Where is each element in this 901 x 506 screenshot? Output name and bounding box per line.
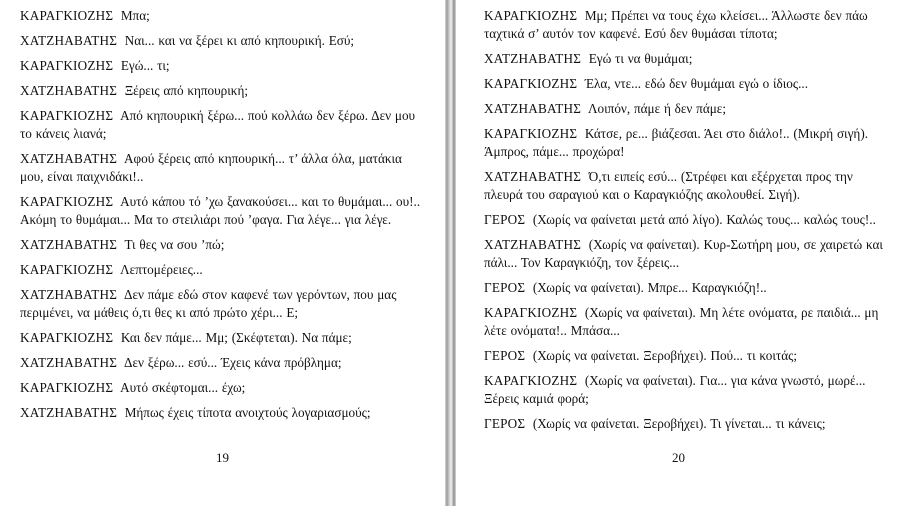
dialogue-line — [484, 7, 888, 43]
dialogue-line — [20, 193, 424, 229]
dialogue-text: (Χωρίς να φαίνεται). Μη λέτε ονόματα, ρε παιδιά... μη λέτε ονόματα!.. Μπάσα... — [484, 305, 879, 338]
speaker-name: ΚΑΡΑΓΚΙΟΖΗΣ — [20, 262, 114, 277]
dialogue-line — [20, 150, 424, 186]
dialogue-text: Ό,τι ειπείς εσύ... (Στρέφει και εξέρχεται προς την πλευρά του σαραγιού και ο Καραγκιόζης ακολουθεί. Σιγή). — [484, 169, 853, 202]
dialogue-line — [20, 107, 424, 143]
speaker-name: ΚΑΡΑΓΚΙΟΖΗΣ — [20, 58, 114, 73]
speaker-name: ΧΑΤΖΗΑΒΑΤΗΣ — [20, 355, 118, 370]
dialogue-text: (Χωρίς να φαίνεται μετά από λίγο). Καλώς τους... καλώς τους!.. — [532, 212, 876, 227]
speaker-name: ΚΑΡΑΓΚΙΟΖΗΣ — [484, 126, 578, 141]
speaker-name: ΓΕΡΟΣ — [484, 280, 526, 295]
speaker-name: ΚΑΡΑΓΚΙΟΖΗΣ — [20, 8, 114, 23]
speaker-name: ΧΑΤΖΗΑΒΑΤΗΣ — [20, 151, 118, 166]
speaker-name: ΧΑΤΖΗΑΒΑΤΗΣ — [484, 169, 582, 184]
dialogue-line — [484, 100, 888, 118]
dialogue-text: Αυτό κάπου τό ’χω ξανακούσει... και το θυμάμαι... ου!.. Ακόμη το θυμάμαι... Μα το στειλιάρι πού ’φαγα. Για λέγε... για λέγε. — [20, 194, 421, 227]
speaker-name: ΚΑΡΑΓΚΙΟΖΗΣ — [20, 108, 114, 123]
speaker-name: ΧΑΤΖΗΑΒΑΤΗΣ — [484, 101, 582, 116]
page-number: 20 — [672, 450, 685, 465]
right-page-text — [484, 7, 888, 440]
speaker-name: ΚΑΡΑΓΚΙΟΖΗΣ — [20, 380, 114, 395]
dialogue-line — [484, 125, 888, 161]
speaker-name: ΚΑΡΑΓΚΙΟΖΗΣ — [20, 194, 114, 209]
left-page — [0, 0, 445, 506]
dialogue-line — [484, 279, 888, 297]
dialogue-text: (Χωρίς να φαίνεται). Κυρ-Σωτήρη μου, σε χαιρετώ και πάλι... Τον Καραγκιόζη, τον ξέρεις... — [484, 237, 883, 270]
dialogue-line — [484, 50, 888, 68]
left-page-text — [20, 7, 424, 429]
dialogue-text: Λοιπόν, πάμε ή δεν πάμε; — [587, 101, 726, 116]
dialogue-line — [484, 236, 888, 272]
speaker-name: ΧΑΤΖΗΑΒΑΤΗΣ — [20, 83, 118, 98]
speaker-name: ΧΑΤΖΗΑΒΑΤΗΣ — [484, 51, 582, 66]
dialogue-text: Μπα; — [120, 8, 150, 23]
dialogue-text: Δεν πάμε εδώ στον καφενέ των γερόντων, που μας περιμένει, να μάθεις ό,τι θες κι από πρώτο χέρι... Ε; — [20, 287, 397, 320]
dialogue-line — [20, 82, 424, 100]
dialogue-text: (Χωρίς να φαίνεται. Ξεροβήχει). Τι γίνεται... τι κάνεις; — [532, 416, 826, 431]
dialogue-text: Τι θες να σου ’πώ; — [124, 237, 225, 252]
speaker-name: ΚΑΡΑΓΚΙΟΖΗΣ — [484, 76, 578, 91]
dialogue-line — [484, 168, 888, 204]
speaker-name: ΧΑΤΖΗΑΒΑΤΗΣ — [484, 237, 582, 252]
dialogue-line — [20, 329, 424, 347]
speaker-name: ΚΑΡΑΓΚΙΟΖΗΣ — [484, 8, 578, 23]
dialogue-text: (Χωρίς να φαίνεται. Ξεροβήχει). Πού... τι κοιτάς; — [532, 348, 798, 363]
right-page — [456, 0, 901, 506]
dialogue-text: Μήπως έχεις τίποτα ανοιχτούς λογαριασμούς; — [124, 405, 371, 420]
dialogue-text: Μμ; Πρέπει να τους έχω κλείσει... Άλλωστε δεν πάω ταχτικά σ’ αυτόν τον καφενέ. Εσύ δεν θυμάσαι τίποτα; — [484, 8, 868, 41]
dialogue-text: Εγώ... τι; — [120, 58, 170, 73]
dialogue-line — [484, 304, 888, 340]
dialogue-text: Ναι... και να ξέρει κι από κηπουρική. Εσύ; — [124, 33, 355, 48]
dialogue-text: Έλα, ντε... εδώ δεν θυμάμαι εγώ ο ίδιος... — [584, 76, 809, 91]
dialogue-text: Ξέρεις από κηπουρική; — [124, 83, 249, 98]
speaker-name: ΚΑΡΑΓΚΙΟΖΗΣ — [484, 373, 578, 388]
dialogue-text: Δεν ξέρω... εσύ... Έχεις κάνα πρόβλημα; — [123, 355, 342, 370]
speaker-name: ΧΑΤΖΗΑΒΑΤΗΣ — [20, 33, 118, 48]
speaker-name: ΧΑΤΖΗΑΒΑΤΗΣ — [20, 237, 118, 252]
dialogue-line — [20, 57, 424, 75]
dialogue-line — [484, 372, 888, 408]
speaker-name: ΚΑΡΑΓΚΙΟΖΗΣ — [484, 305, 578, 320]
dialogue-text: Εγώ τι να θυμάμαι; — [588, 51, 693, 66]
dialogue-line — [484, 75, 888, 93]
dialogue-line — [20, 404, 424, 422]
dialogue-text: Αυτό σκέφτομαι... έχω; — [120, 380, 246, 395]
speaker-name: ΧΑΤΖΗΑΒΑΤΗΣ — [20, 287, 118, 302]
speaker-name: ΚΑΡΑΓΚΙΟΖΗΣ — [20, 330, 114, 345]
dialogue-text: (Χωρίς να φαίνεται). Μπρε... Καραγκιόζη!.. — [532, 280, 767, 295]
dialogue-line — [20, 236, 424, 254]
dialogue-text: (Χωρίς να φαίνεται). Για... για κάνα γνωστό, μωρέ... Ξέρεις καμιά φορά; — [484, 373, 866, 406]
dialogue-line — [20, 32, 424, 50]
speaker-name: ΓΕΡΟΣ — [484, 212, 526, 227]
speaker-name: ΧΑΤΖΗΑΒΑΤΗΣ — [20, 405, 118, 420]
dialogue-line — [20, 286, 424, 322]
speaker-name: ΓΕΡΟΣ — [484, 416, 526, 431]
dialogue-line — [20, 7, 424, 25]
dialogue-line — [484, 415, 888, 433]
dialogue-text: Λεπτομέρειες... — [120, 262, 203, 277]
book-gutter — [445, 0, 456, 506]
dialogue-line — [20, 379, 424, 397]
dialogue-text: Αφού ξέρεις από κηπουρική... τ’ άλλα όλα, ματάκια μου, είναι παιχνιδάκι!.. — [20, 151, 402, 184]
dialogue-line — [20, 354, 424, 372]
dialogue-line — [484, 211, 888, 229]
page-number: 19 — [216, 450, 229, 465]
dialogue-line — [20, 261, 424, 279]
dialogue-text: Κάτσε, ρε... βιάζεσαι. Άει στο διάλο!.. (Μικρή σιγή). Άμπρος, πάμε... προχώρα! — [484, 126, 869, 159]
dialogue-text: Και δεν πάμε... Μμ; (Σκέφτεται). Να πάμε; — [120, 330, 352, 345]
speaker-name: ΓΕΡΟΣ — [484, 348, 526, 363]
dialogue-line — [484, 347, 888, 365]
dialogue-text: Από κηπουρική ξέρω... πού κολλάω δεν ξέρω. Δεν μου το κάνεις λιανά; — [20, 108, 416, 141]
